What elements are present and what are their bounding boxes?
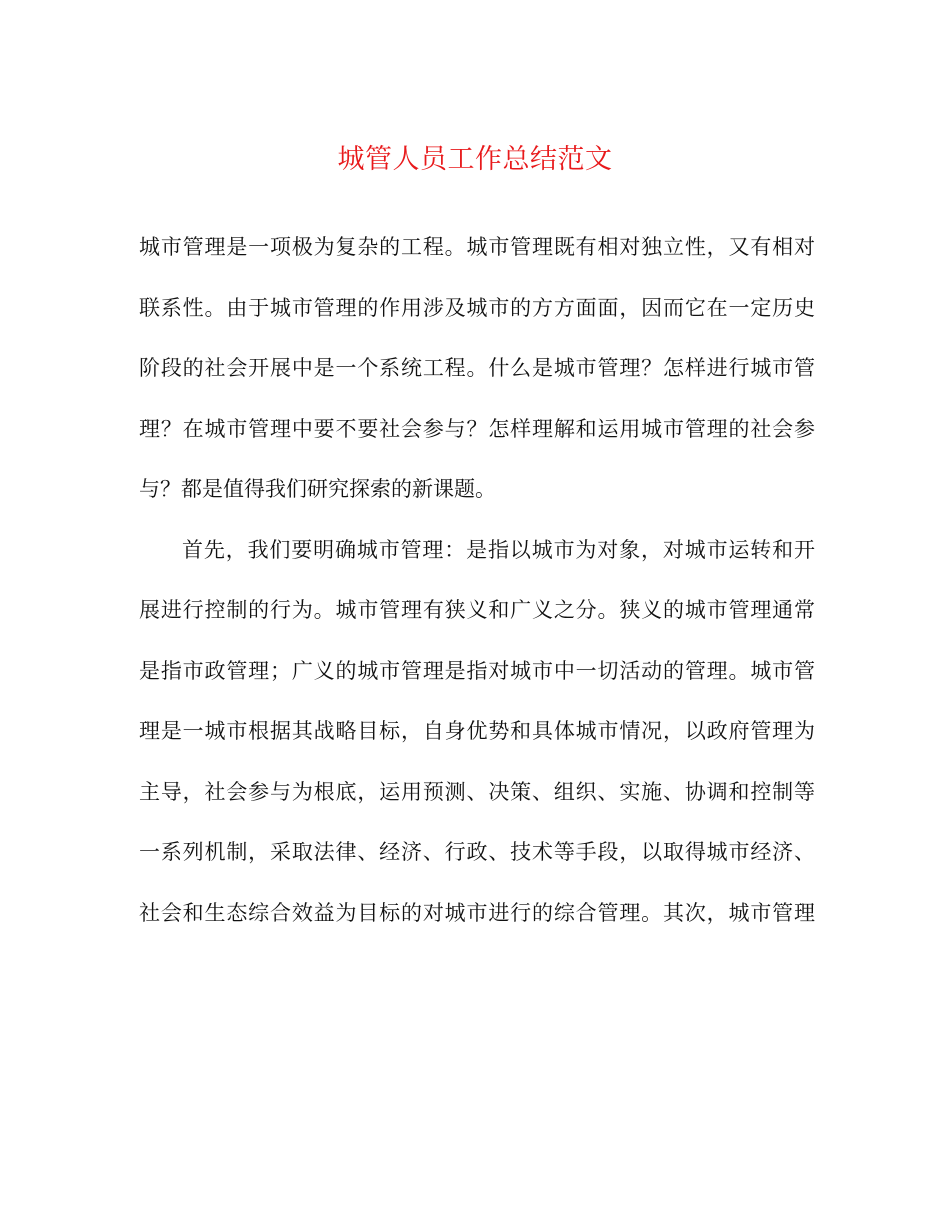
paragraph-line: 一系列机制，采取法律、经济、行政、技术等手段，以取得城市经济、 [139, 840, 815, 864]
paragraph-line: 城市管理是一项极为复杂的工程。城市管理既有相对独立性，又有相对 [139, 235, 815, 259]
paragraph-line: 是指市政管理；广义的城市管理是指对城市中一切活动的管理。城市管 [139, 658, 815, 683]
paragraph-2 [139, 528, 815, 952]
document-body [139, 225, 815, 951]
paragraph-line: 展进行控制的行为。城市管理有狭义和广义之分。狭义的城市管理通常 [139, 598, 815, 622]
document-title: 城管人员工作总结范文 [337, 144, 613, 175]
paragraph-1 [139, 225, 815, 528]
paragraph-line: 阶段的社会开展中是一个系统工程。什么是城市管理？怎样进行城市管 [139, 356, 815, 380]
paragraph-line: 主导，社会参与为根底，运用预测、决策、组织、实施、协调和控制等 [139, 779, 815, 804]
paragraph-line: 社会和生态综合效益为目标的对城市进行的综合管理。其次，城市管理 [139, 900, 815, 925]
paragraph-line: 首先，我们要明确城市管理：是指以城市为对象，对城市运转和开 [182, 537, 815, 562]
paragraph-line: 与？都是值得我们研究探索的新课题。 [139, 477, 496, 501]
paragraph-line: 理？在城市管理中要不要社会参与？怎样理解和运用城市管理的社会参 [139, 416, 815, 441]
paragraph-line: 理是一城市根据其战略目标，自身优势和具体城市情况，以政府管理为 [139, 719, 815, 743]
paragraph-line: 联系性。由于城市管理的作用涉及城市的方方面面，因而它在一定历史 [139, 295, 815, 320]
